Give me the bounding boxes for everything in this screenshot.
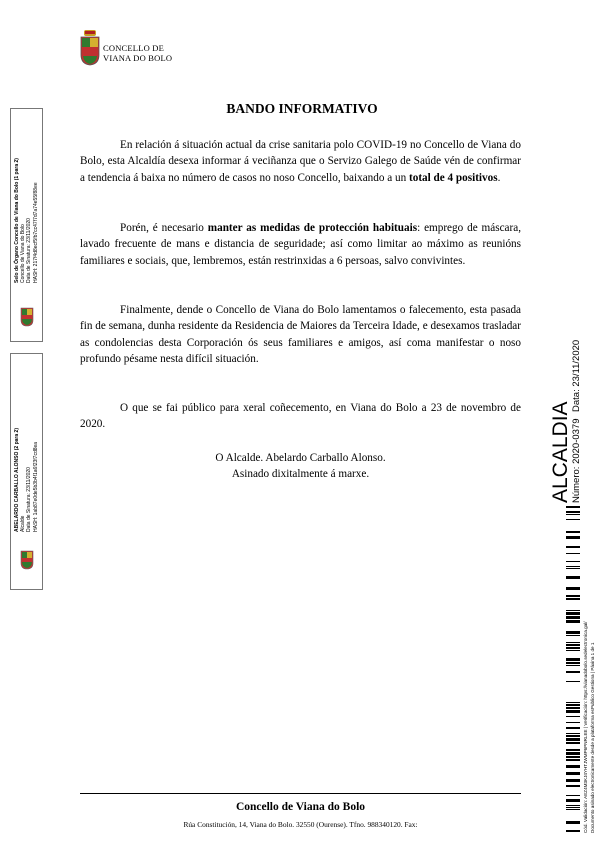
alcaldia-label: ALCALDIA <box>549 401 572 503</box>
paragraph-2 <box>80 220 521 269</box>
coat-of-arms-icon <box>80 30 100 66</box>
p1-end: . <box>497 171 501 184</box>
stamp-1-line: HASH: 217f4d8ecf5fb7cc47f7d7a74e55f88ee <box>32 182 39 283</box>
p1-text: En relación á situación actual da crise sanitaria polo COVID-19 no Concello de Viana do Bolo, esta Alcaldía desexa informar á veciñanza que o Servizo Galego de Saúde vén de confirmar a tendencia á baixa no número de casos no noso Concello, baixando a un <box>80 139 521 184</box>
signature-block <box>80 450 521 483</box>
barcode-image <box>566 506 593 834</box>
stamp-2-line: Alcalde <box>20 515 27 532</box>
stamp-2-line: Data de Sinatura: 23/11/2020 <box>26 467 33 532</box>
p2-bold: manter as medidas de protección habituais <box>207 222 418 234</box>
stamp-2-line: HASH: 1ab87e0de5b3b4f1a6f23f7cd8ea <box>32 441 39 532</box>
document-title: BANDO INFORMATIVO <box>226 101 378 116</box>
stamp-2-text <box>14 428 39 532</box>
stamp-2-line: ABELARDO CARBALLO ALONSO (2 para 2) <box>14 428 20 532</box>
paragraph-4: O que se fai público para xeral coñecemento, en Viana do Bolo a 23 de novembro de 2020. <box>80 402 521 431</box>
coat-of-arms-icon <box>20 307 34 327</box>
p2-end: : emprego de máscara, lavado frecuente de mans e distancia de seguridade; así como limitar ao máximo as reunións familiares e sociais, que, lembremos, están restrinxidas a 6 persoas, salvo convivintes. <box>80 222 521 267</box>
signature-platform-line: Documento asinado electronicamente desde a plataforma esPublico Gestiona | Páxina 1 de 1 <box>590 642 595 833</box>
p1-bold: total de 4 positivos <box>409 171 498 184</box>
stamp-1-text <box>14 158 39 283</box>
paragraph-1 <box>80 137 521 186</box>
coat-of-arms-icon <box>20 550 34 570</box>
signature-stamp-1 <box>10 108 43 342</box>
header-logo <box>80 30 190 70</box>
document-date: Data: 23/11/2020 <box>571 339 582 412</box>
stamp-1-line: Data de Sinatura: 23/11/2020 <box>26 218 33 283</box>
p2-text: Porén, é necesario <box>120 222 208 234</box>
footer-name: Concello de Viana do Bolo <box>235 801 366 813</box>
document-number: Número: 2020-0379 <box>571 418 582 503</box>
logo-line1: CONCELLO DE <box>103 43 164 53</box>
footer-divider <box>80 793 521 794</box>
signature-note: Asinado dixitalmente á marxe. <box>231 468 370 481</box>
validation-line: Cód. Validación: AEZ4M3KJ4YHTJWMP6PNRLEE | Verificación: https://vianadobolo.sedelectronica.gal/ <box>583 621 588 833</box>
footer-address: Rúa Constitución, 14, Viana do Bolo. 32550 (Ourense). Tfno. 988340120. Fax: <box>183 820 418 829</box>
signature-stamp-2 <box>10 353 43 590</box>
stamp-1-line: Selo de Órgano Concello de Viana do Bolo (1 para 2) <box>14 158 20 283</box>
logo-line2: VIANA DO BOLO <box>103 53 173 63</box>
paragraph-3: Finalmente, dende o Concello de Viana do Bolo lamentamos o falecemento, esta pasada fin de semana, dunha residente da Residencia de Maiores da Terceira Idade, e desexamos trasladar as condolencias desta Corporación ós seus familiares e amigos, así coma manifestar o noso profundo pésame nesta difícil situación. <box>80 304 521 366</box>
stamp-1-line: Concello de Viana do Bolo <box>20 224 27 283</box>
signature-name: O Alcalde. Abelardo Carballo Alonso. <box>215 452 386 464</box>
